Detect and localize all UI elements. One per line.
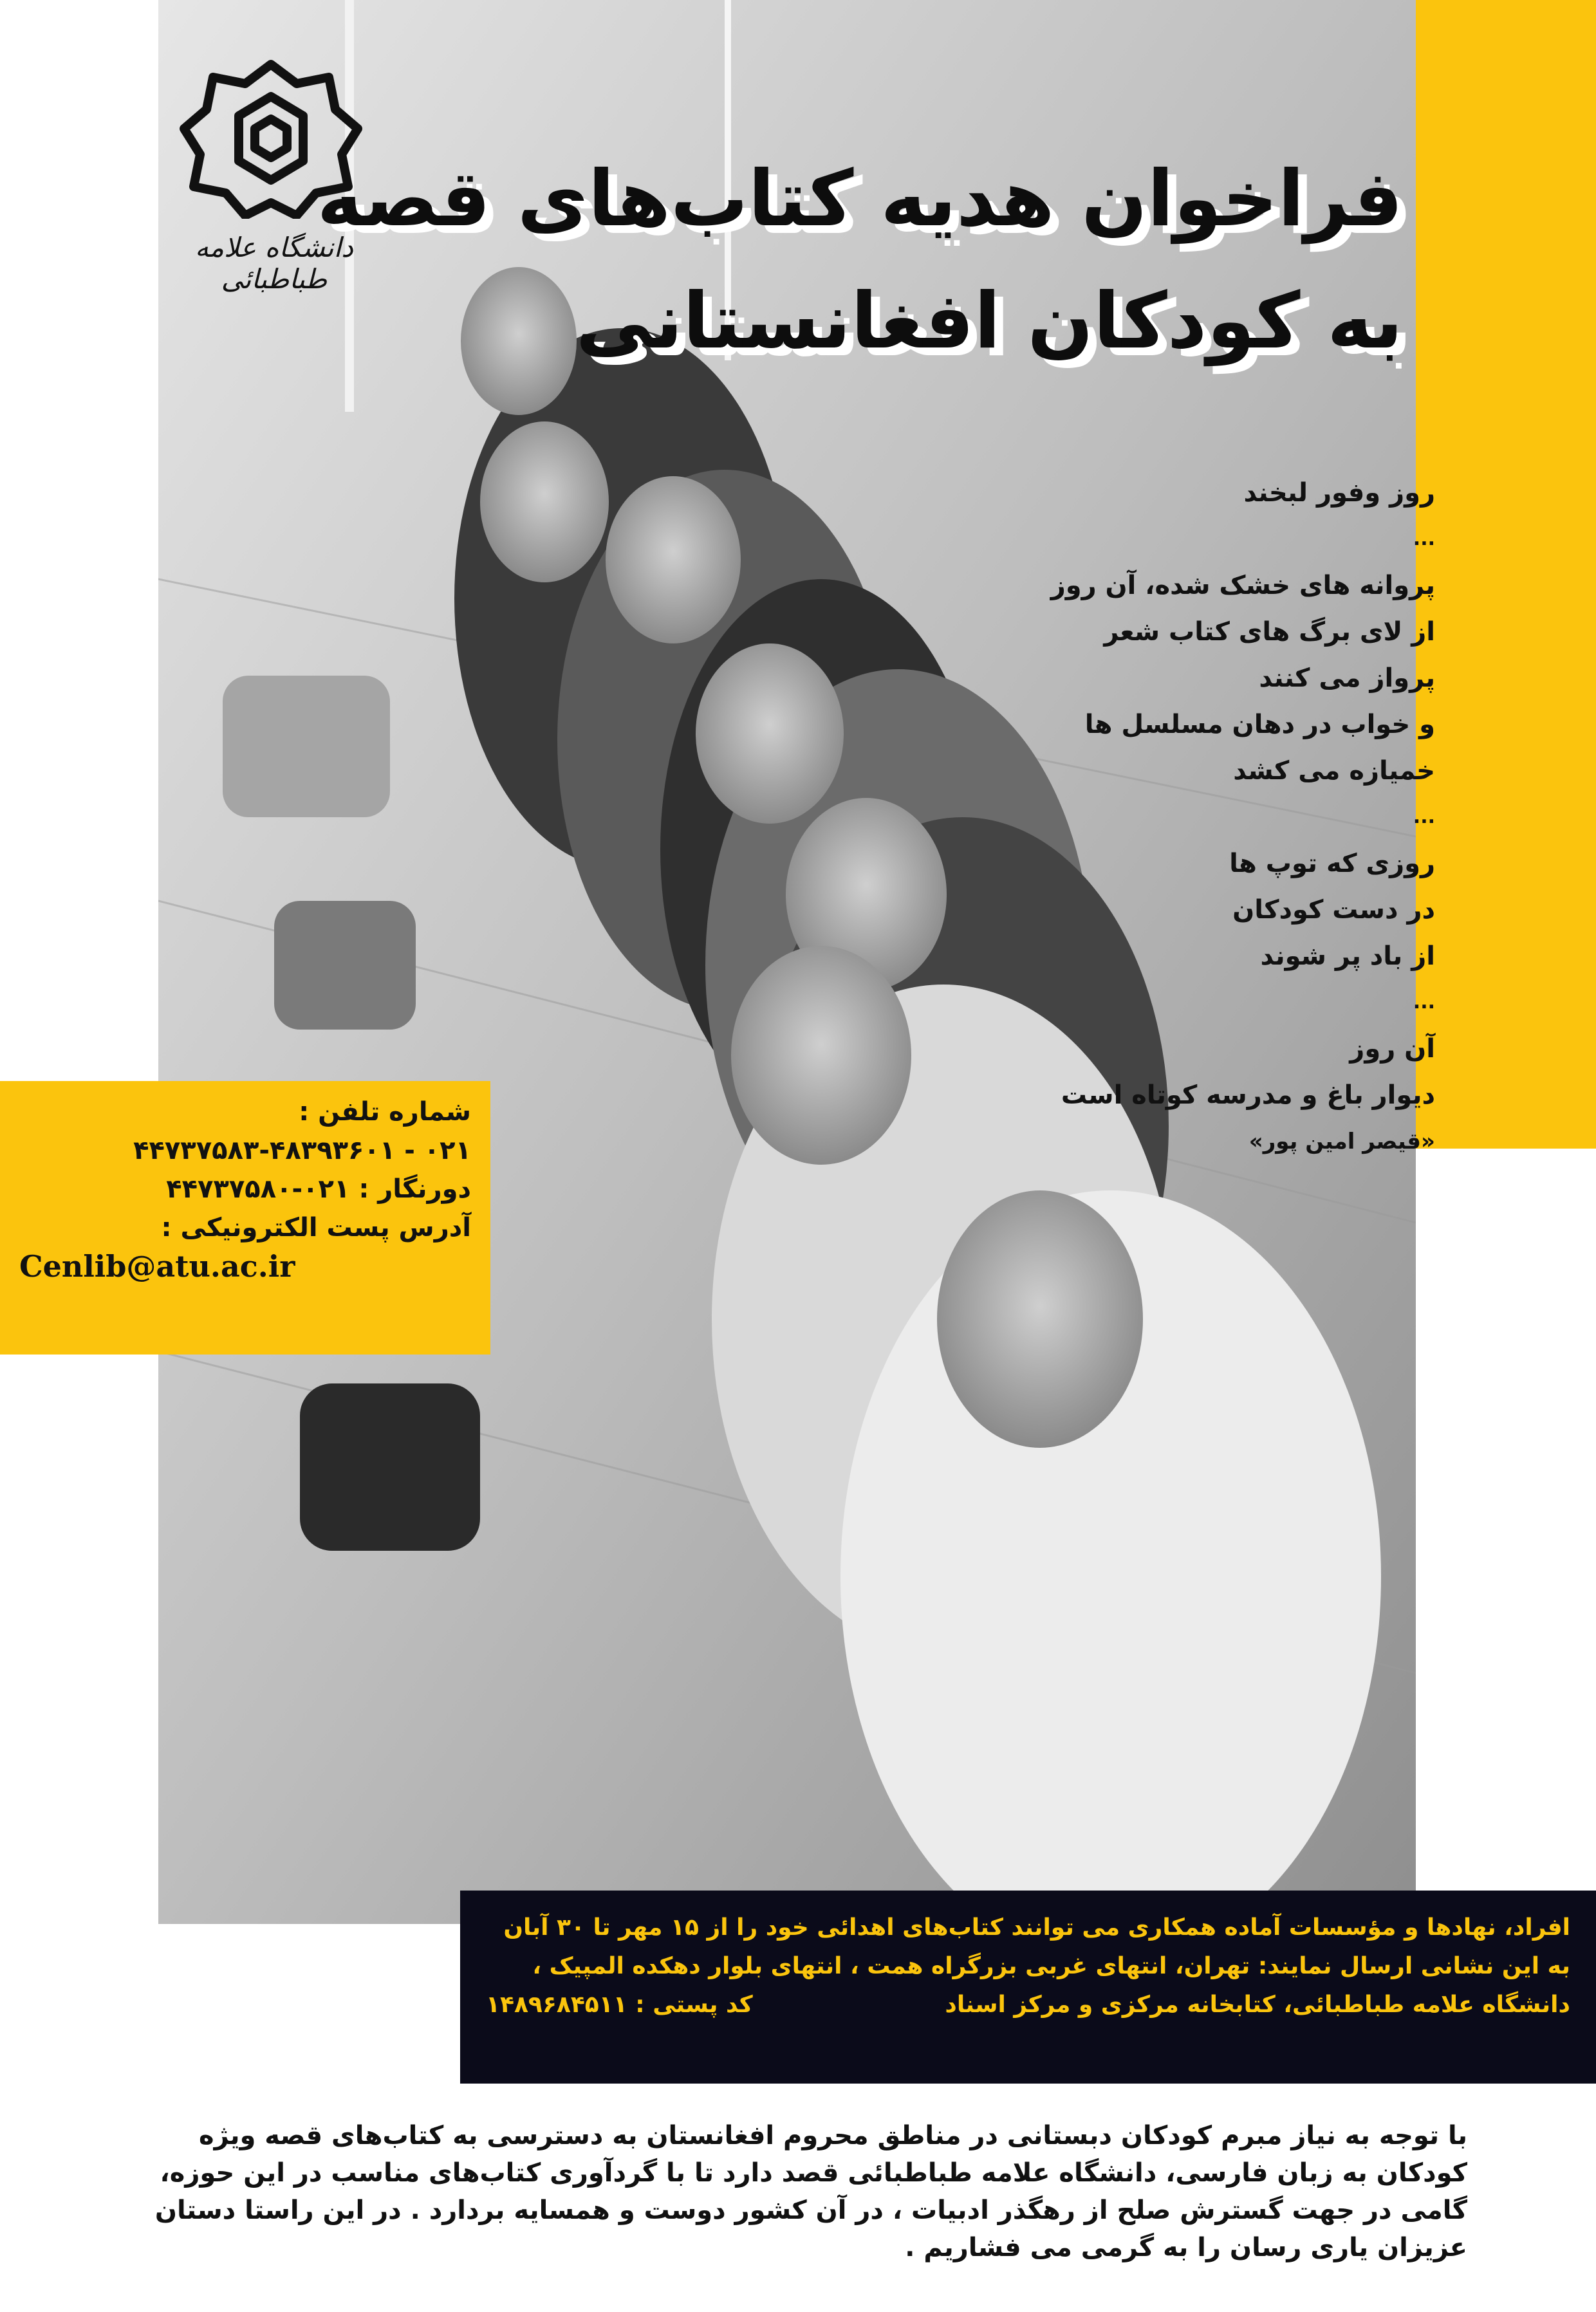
poem-line: دیوار باغ و مدرسه کوتاه است [1061,1080,1435,1110]
poem-line: روز وفور لبخند [1243,478,1435,508]
page-title-line-2: به کودکان افغانستانی [575,277,1403,366]
poem-line: پروانه های خشک شده، آن روز [1050,571,1435,600]
poem-line: آن روز [1350,1034,1435,1064]
fax-label: دورنگار : [358,1174,471,1204]
page-title-line-1: فراخوان هدیه کتاب‌های قصه [317,154,1403,244]
poem-author: «قیصر امین پور» [1248,1129,1435,1154]
notice-line-1: افراد، نهادها و مؤسسات آماده همکاری می توانند کتاب‌های اهدائی خود را از ۱۵ مهر تا ۳۰ آبان [503,1914,1570,1941]
paragraph-line: کودکان به زبان فارسی، دانشگاه علامه طباطبائی قصد دارد تا با گردآوری کتاب‌های مناسب در این حوزه، [160,2158,1467,2188]
email-label: آدرس پست الکترونیکی : [161,1213,471,1243]
poem-separator: ... [1413,528,1435,550]
poem-line: خمیازه می کشد [1233,756,1435,786]
postal-code-label: کد پستی : [635,1992,753,2018]
poem [856,470,1435,1165]
paragraph-line: گامی در جهت گسترش صلح از رهگذر ادبیات ، در آن کشور دوست و همسایه بردارد . در این راستا دستان [154,2196,1467,2225]
notice-box [460,1891,1596,2084]
poem-separator: ... [1413,991,1435,1013]
notice-line-2: به این نشانی ارسال نمایند: تهران، انتهای غربی بزرگراه همت ، انتهای بلوار دهکده المپیک ، [532,1953,1570,1979]
postal-code [486,1986,753,2024]
notice-line-3 [486,1986,1570,2024]
phone-number[interactable]: ۰۲۱ - ۴۴۷۳۷۵۸۳-۴۸۳۹۳۶۰۱ [133,1136,471,1165]
poem-line: روزی که توپ ها [1229,849,1435,878]
paragraph-line: با توجه به نیاز مبرم کودکان دبستانی در مناطق محروم افغانستان به دسترسی به کتاب‌های قصه ویژه [198,2121,1467,2150]
poem-line: از باد پر شوند [1260,941,1435,971]
fax-row [19,1170,471,1208]
poem-line: در دست کودکان [1232,895,1435,925]
description-paragraph [154,2117,1467,2266]
postal-code-value: ۱۴۸۹۶۸۴۵۱۱ [486,1992,627,2018]
poem-separator: ... [1413,806,1435,828]
poem-line: پرواز می کنند [1259,663,1435,693]
university-name: دانشگاه علامه طباطبائی [194,232,353,295]
poem-line: از لای برگ های کتاب شعر [1104,617,1435,647]
poem-line: و خواب در دهان مسلسل ها [1084,710,1435,739]
contact-box [0,1081,490,1355]
phone-label: شماره تلفن : [299,1097,471,1127]
paragraph-line: عزیزان یاری رسان را به گرمی می فشاریم . [905,2233,1467,2262]
email-link[interactable]: Cenlib@atu.ac.ir [19,1249,295,1284]
notice-address-end: دانشگاه علامه طباطبائی، کتابخانه مرکزی و مرکز اسناد [945,1992,1570,2018]
fax-number: ۰۲۱-۴۴۷۳۷۵۸۰ [166,1174,350,1204]
